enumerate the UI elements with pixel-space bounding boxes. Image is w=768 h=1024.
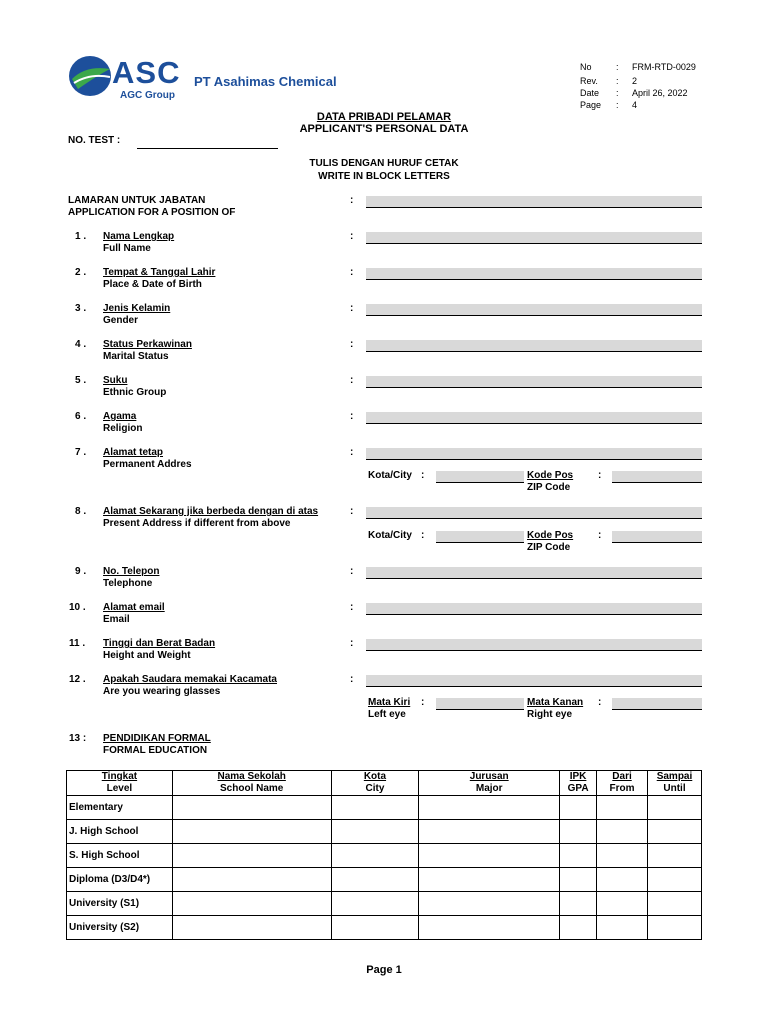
page-footer: Page 1: [366, 964, 402, 976]
field-colon: :: [350, 602, 354, 613]
permanent-city-input[interactable]: [436, 471, 524, 483]
education-column-header: [67, 771, 173, 796]
title-en: APPLICANT'S PERSONAL DATA: [299, 123, 469, 135]
education-level: Elementary: [67, 796, 173, 820]
field-number: 7 .: [75, 447, 87, 458]
education-level: J. High School: [67, 820, 173, 844]
right-eye-label: Mata Kanan: [527, 697, 584, 708]
education-column-header: [331, 771, 419, 796]
field-label-id: Jenis Kelamin: [103, 303, 171, 314]
education-cell-input[interactable]: [648, 892, 702, 916]
education-cell-input[interactable]: [648, 820, 702, 844]
column-label-id: Kota: [363, 771, 387, 782]
field-label-en: Are you wearing glasses: [103, 686, 221, 697]
education-cell-input[interactable]: [172, 820, 331, 844]
field-number: 1 .: [75, 231, 87, 242]
education-label-en: FORMAL EDUCATION: [103, 745, 208, 756]
column-label-en: Until: [663, 783, 686, 794]
field-label-id: Alamat Sekarang jika berbeda dengan di atas: [103, 506, 319, 517]
left-eye-label: Mata Kiri: [368, 697, 411, 708]
education-cell-input[interactable]: [560, 868, 597, 892]
field-label-id: Tempat & Tanggal Lahir: [103, 267, 216, 278]
education-cell-input[interactable]: [419, 796, 560, 820]
education-cell-input[interactable]: [597, 916, 648, 940]
present-city-colon: :: [421, 530, 425, 541]
field-label-id: Apakah Saudara memakai Kacamata: [103, 674, 277, 685]
position-label-id: LAMARAN UNTUK JABATAN: [68, 195, 206, 206]
education-cell-input[interactable]: [597, 844, 648, 868]
field-colon: :: [350, 375, 354, 386]
present-zip-colon: :: [598, 530, 602, 541]
permanent-zip-colon: :: [598, 470, 602, 481]
field-number: 9 .: [75, 566, 87, 577]
education-cell-input[interactable]: [331, 796, 419, 820]
position-input[interactable]: [366, 196, 702, 208]
field-input[interactable]: [366, 268, 702, 280]
permanent-zip-label-en: ZIP Code: [527, 482, 571, 493]
education-cell-input[interactable]: [331, 844, 419, 868]
table-row: [67, 796, 702, 820]
column-label-id: Tingkat: [101, 771, 138, 782]
field-input[interactable]: [366, 412, 702, 424]
position-label-en: APPLICATION FOR A POSITION OF: [68, 207, 236, 218]
education-label-id: PENDIDIKAN FORMAL: [103, 733, 211, 744]
meta-value: FRM-RTD-0029: [632, 62, 696, 72]
field-label-en: Present Address if different from above: [103, 518, 291, 529]
title-id: DATA PRIBADI PELAMAR: [316, 111, 452, 123]
present-city-label: Kota/City: [368, 530, 412, 541]
field-input[interactable]: [366, 376, 702, 388]
field-label-id: Status Perkawinan: [103, 339, 192, 350]
education-cell-input[interactable]: [648, 844, 702, 868]
field-label-id: Nama Lengkap: [103, 231, 175, 242]
field-label-en: Ethnic Group: [103, 387, 167, 398]
field-label-en: Place & Date of Birth: [103, 279, 202, 290]
field-label-id: Suku: [103, 375, 128, 386]
column-label-id: Dari: [612, 771, 632, 782]
field-label-id: Alamat email: [103, 602, 165, 613]
table-row: [67, 916, 702, 940]
field-colon: :: [350, 411, 354, 422]
education-column-header: [172, 771, 331, 796]
education-column-header: [560, 771, 597, 796]
field-input[interactable]: [366, 507, 702, 519]
field-label-en: Permanent Addres: [103, 459, 192, 470]
education-cell-input[interactable]: [419, 844, 560, 868]
meta-sep: :: [616, 88, 619, 98]
education-cell-input[interactable]: [331, 892, 419, 916]
column-label-id: Jurusan: [469, 771, 509, 782]
left-eye-label-en: Left eye: [368, 709, 406, 720]
column-label-en: City: [365, 783, 385, 794]
field-colon: :: [350, 506, 354, 517]
field-number: 3 .: [75, 303, 87, 314]
education-cell-input[interactable]: [172, 844, 331, 868]
field-number: 8 .: [75, 506, 87, 517]
field-number: 2 .: [75, 267, 87, 278]
education-cell-input[interactable]: [560, 916, 597, 940]
table-row: [67, 844, 702, 868]
permanent-zip-input[interactable]: [612, 471, 702, 483]
field-input[interactable]: [366, 448, 702, 460]
education-level: University (S2): [67, 916, 173, 940]
instruction-id: TULIS DENGAN HURUF CETAK: [309, 158, 459, 169]
field-input[interactable]: [366, 340, 702, 352]
instruction-en: WRITE IN BLOCK LETTERS: [318, 171, 450, 182]
field-input[interactable]: [366, 603, 702, 615]
education-cell-input[interactable]: [560, 796, 597, 820]
education-cell-input[interactable]: [648, 868, 702, 892]
field-number: 12 .: [69, 674, 86, 685]
education-cell-input[interactable]: [648, 916, 702, 940]
field-colon: :: [350, 303, 354, 314]
column-label-en: Major: [475, 783, 503, 794]
education-header-row: [67, 771, 702, 796]
education-cell-input[interactable]: [172, 916, 331, 940]
field-input[interactable]: [366, 675, 702, 687]
column-label-en: School Name: [220, 783, 284, 794]
education-column-header: [597, 771, 648, 796]
field-input[interactable]: [366, 232, 702, 244]
meta-key: Date: [580, 88, 600, 98]
education-cell-input[interactable]: [331, 916, 419, 940]
field-colon: :: [350, 447, 354, 458]
present-zip-label-en: ZIP Code: [527, 542, 571, 553]
field-label-id: Tinggi dan Berat Badan: [103, 638, 216, 649]
education-cell-input[interactable]: [331, 820, 419, 844]
meta-key: No: [580, 62, 592, 72]
right-eye-label-en: Right eye: [527, 709, 573, 720]
education-cell-input[interactable]: [419, 868, 560, 892]
field-number: 6 .: [75, 411, 87, 422]
education-cell-input[interactable]: [560, 844, 597, 868]
field-input[interactable]: [366, 567, 702, 579]
meta-value: 2: [632, 76, 638, 86]
meta-value: April 26, 2022: [632, 88, 688, 98]
education-cell-input[interactable]: [597, 892, 648, 916]
field-label-en: Religion: [103, 423, 143, 434]
field-label-id: No. Telepon: [103, 566, 160, 577]
meta-key: Rev.: [580, 76, 598, 86]
field-label-id: Alamat tetap: [103, 447, 164, 458]
field-colon: :: [350, 566, 354, 577]
field-colon: :: [350, 231, 354, 242]
right-eye-input[interactable]: [612, 698, 702, 710]
present-zip-label: Kode Pos: [527, 530, 574, 541]
asc-logo-globe-icon: [68, 55, 112, 97]
field-colon: :: [350, 339, 354, 350]
education-cell-input[interactable]: [419, 820, 560, 844]
table-row: [67, 820, 702, 844]
logo-text: ASC: [112, 55, 181, 90]
field-input[interactable]: [366, 304, 702, 316]
company-name: PT Asahimas Chemical: [194, 74, 337, 89]
education-cell-input[interactable]: [419, 892, 560, 916]
field-colon: :: [350, 638, 354, 649]
field-number: 11 .: [69, 638, 86, 649]
education-cell-input[interactable]: [172, 892, 331, 916]
field-number: 5 .: [75, 375, 87, 386]
meta-sep: :: [616, 100, 619, 110]
left-eye-input[interactable]: [436, 698, 524, 710]
field-label-en: Height and Weight: [103, 650, 191, 661]
column-label-id: Sampai: [656, 771, 693, 782]
meta-value: 4: [632, 100, 638, 110]
education-level: University (S1): [67, 892, 173, 916]
education-cell-input[interactable]: [560, 892, 597, 916]
field-label-en: Gender: [103, 315, 139, 326]
field-input[interactable]: [366, 639, 702, 651]
permanent-zip-label: Kode Pos: [527, 470, 574, 481]
field-label-en: Email: [103, 614, 130, 625]
education-cell-input[interactable]: [560, 820, 597, 844]
no-test-input[interactable]: [137, 148, 278, 149]
column-label-en: From: [609, 783, 635, 794]
field-label-en: Marital Status: [103, 351, 169, 362]
education-table: [66, 770, 702, 940]
permanent-city-colon: :: [421, 470, 425, 481]
present-zip-input[interactable]: [612, 531, 702, 543]
column-label-id: IPK: [569, 771, 587, 782]
education-cell-input[interactable]: [597, 820, 648, 844]
education-cell-input[interactable]: [648, 796, 702, 820]
table-row: [67, 892, 702, 916]
meta-sep: :: [616, 62, 619, 72]
education-level: Diploma (D3/D4*): [67, 868, 173, 892]
position-colon: :: [350, 195, 354, 206]
education-level: S. High School: [67, 844, 173, 868]
field-number: 10 .: [69, 602, 86, 613]
education-cell-input[interactable]: [172, 796, 331, 820]
column-label-en: GPA: [567, 783, 589, 794]
education-cell-input[interactable]: [597, 868, 648, 892]
right-eye-colon: :: [598, 697, 602, 708]
education-num: 13 :: [69, 733, 87, 744]
field-colon: :: [350, 267, 354, 278]
no-test-label: NO. TEST :: [68, 135, 121, 146]
permanent-city-label: Kota/City: [368, 470, 412, 481]
education-column-header: [648, 771, 702, 796]
field-label-id: Agama: [103, 411, 137, 422]
field-colon: :: [350, 674, 354, 685]
field-number: 4 .: [75, 339, 87, 350]
education-cell-input[interactable]: [172, 868, 331, 892]
meta-sep: :: [616, 76, 619, 86]
education-cell-input[interactable]: [419, 916, 560, 940]
education-cell-input[interactable]: [331, 868, 419, 892]
education-column-header: [419, 771, 560, 796]
field-label-en: Telephone: [103, 578, 153, 589]
meta-key: Page: [580, 100, 602, 110]
left-eye-colon: :: [421, 697, 425, 708]
column-label-en: Level: [106, 783, 133, 794]
table-row: [67, 868, 702, 892]
column-label-id: Nama Sekolah: [217, 771, 286, 782]
present-city-input[interactable]: [436, 531, 524, 543]
company-group: AGC Group: [120, 90, 175, 101]
education-cell-input[interactable]: [597, 796, 648, 820]
field-label-en: Full Name: [103, 243, 151, 254]
